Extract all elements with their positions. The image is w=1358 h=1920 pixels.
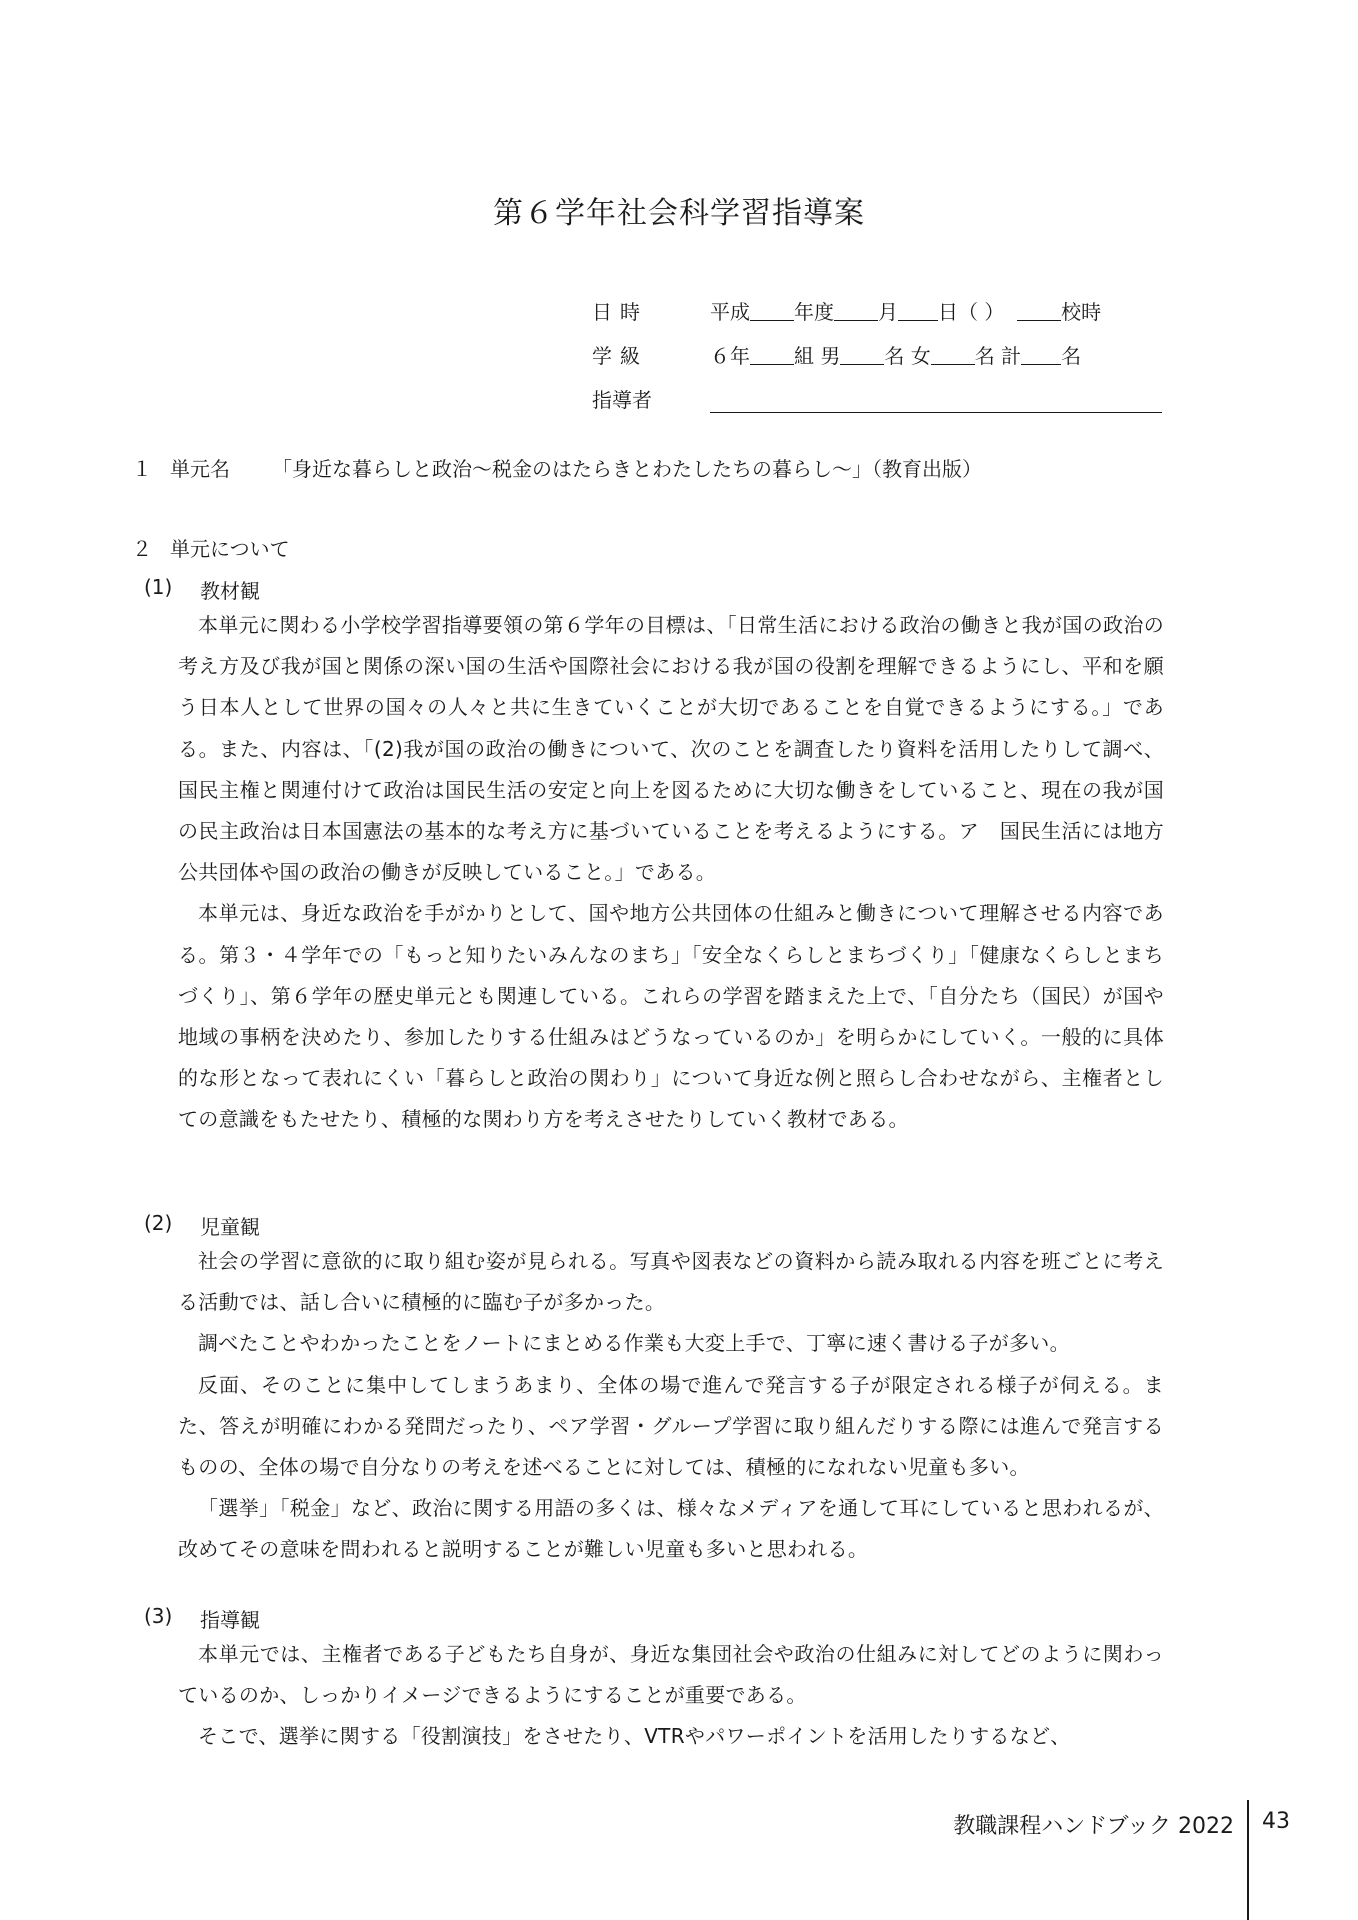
paragraph: 社会の学習に意欲的に取り組む姿が見られる。写真や図表などの資料から読み取れる内容を班ごとに考える活動では、話し合いに積極的に臨む子が多かった。 xyxy=(178,1249,1164,1315)
blank-field xyxy=(931,344,975,365)
teacher-underline xyxy=(710,412,1162,413)
blank-field xyxy=(840,344,884,365)
subsection-3-heading: 指導観 xyxy=(200,1608,260,1632)
subsection-3-body xyxy=(178,1634,1164,1758)
header-info-block xyxy=(592,290,1162,422)
subsection-2-heading: 児童観 xyxy=(200,1215,260,1239)
date-row xyxy=(592,290,1162,334)
section-1 xyxy=(132,453,982,482)
blank-field xyxy=(750,300,794,321)
class-row xyxy=(592,334,1162,378)
section-2 xyxy=(132,533,290,562)
section-1-number: １ xyxy=(132,457,152,481)
subsection-1-label: (1) xyxy=(144,575,173,599)
page-number: 43 xyxy=(1262,1809,1290,1834)
section-2-number: ２ xyxy=(132,537,152,561)
paragraph: 調べたことやわかったことをノートにまとめる作業も大変上手で、丁寧に速く書ける子が多い。 xyxy=(198,1331,1070,1356)
blank-field xyxy=(1017,300,1061,321)
teacher-label: 指導者 xyxy=(592,388,652,412)
paragraph: 反面、そのことに集中してしまうあまり、全体の場で進んで発言する子が限定される様子が伺える。また、答えが明確にわかる発問だったり、ペア学習・グループ学習に取り組んだりする際には進んで発言するものの、全体の場で自分なりの考えを述べることに対しては、積極的になれない児童も多い。 xyxy=(178,1372,1164,1480)
subsection-2 xyxy=(144,1211,260,1239)
paragraph: 本単元では、主権者である子どもたち自身が、身近な集団社会や政治の仕組みに対してどのように関わっているのか、しっかりイメージできるようにすることが重要である。 xyxy=(178,1642,1164,1708)
footer-divider xyxy=(1247,1800,1249,1920)
paragraph: 「選挙」「税金」など、政治に関する用語の多くは、様々なメディアを通して耳にしていると思われるが、改めてその意味を問われると説明することが難しい児童も多いと思われる。 xyxy=(178,1496,1164,1562)
class-label: 学級 xyxy=(592,344,648,368)
subsection-3 xyxy=(144,1604,260,1632)
page-title: 第６学年社会科学習指導案 xyxy=(493,196,865,231)
section-1-text: 「身近な暮らしと政治～税金のはたらきとわたしたちの暮らし～」（教育出版） xyxy=(272,457,982,481)
blank-field xyxy=(834,300,878,321)
section-2-heading: 単元について xyxy=(170,537,290,561)
section-1-heading: 単元名 xyxy=(170,457,230,481)
subsection-2-label: (2) xyxy=(144,1211,173,1235)
class-fields: ６年 組 男 名 女 名 計 名 xyxy=(710,344,1082,368)
subsection-3-label: (3) xyxy=(144,1604,173,1628)
subsection-2-body xyxy=(178,1241,1164,1571)
teacher-row xyxy=(592,378,1162,422)
date-fields: 平成 年度 月 日（ ） 校時 xyxy=(710,300,1102,324)
paragraph: そこで、選挙に関する「役割演技」をさせたり、VTRやパワーポイントを活用したりするなど、 xyxy=(198,1724,1071,1749)
blank-field xyxy=(1021,344,1061,365)
date-label: 日時 xyxy=(592,300,648,324)
blank-field xyxy=(750,344,794,365)
paragraph: 本単元に関わる小学校学習指導要領の第６学年の目標は、「日常生活における政治の働きと我が国の政治の考え方及び我が国と関係の深い国の生活や国際社会における我が国の役割を理解できるようにし、平和を願う日本人として世界の国々の人々と共に生きていくことが大切であることを自覚できるようにする。」である。また、内容は、「(2)我が国の政治の働きについて、次のことを調査したり資料を活用したりして調べ、国民主権と関連付けて政治は国民生活の安定と向上を図るために大切な働きをしていること、現在の我が国の民主政治は日本国憲法の基本的な考え方に基づいていることを考えるようにする。ア 国民生活には地方公共団体や国の政治の働きが反映していること。」である。 xyxy=(178,613,1164,885)
subsection-1 xyxy=(144,575,260,603)
subsection-1-body xyxy=(178,605,1164,1141)
blank-field xyxy=(898,300,938,321)
paragraph: 本単元は、身近な政治を手がかりとして、国や地方公共団体の仕組みと働きについて理解させる内容である。第３・４学年での「もっと知りたいみんなのまち」「安全なくらしとまちづくり」「健康なくらしとまちづくり」、第６学年の歴史単元とも関連している。これらの学習を踏まえた上で、「自分たち（国民）が国や地域の事柄を決めたり、参加したりする仕組みはどうなっているのか」を明らかにしていく。一般的に具体的な形となって表れにくい「暮らしと政治の関わり」について身近な例と照らし合わせながら、主権者としての意識をもたせたり、積極的な関わり方を考えさせたりしていく教材である。 xyxy=(178,901,1164,1132)
footer-book-title: 教職課程ハンドブック 2022 xyxy=(953,1814,1234,1839)
subsection-1-heading: 教材観 xyxy=(200,579,260,603)
